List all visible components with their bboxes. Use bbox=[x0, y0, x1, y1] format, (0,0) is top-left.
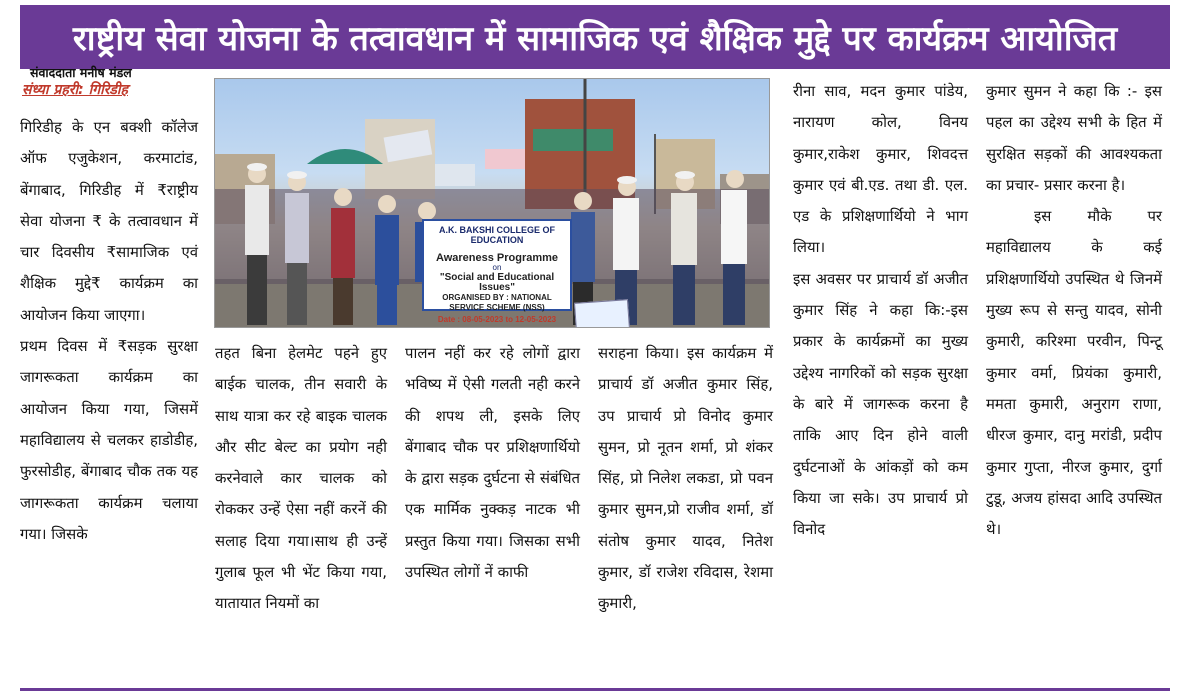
paragraph: कुमार सुमन ने कहा कि :- इस पहल का उद्देश्य सभी के हित में सुरक्षित सड़कों की आवश्यकता का प्रचार- प्रसार करना है। bbox=[986, 82, 1162, 194]
banner-organiser: ORGANISED BY : NATIONAL SERVICE SCHEME (NSS) bbox=[442, 293, 552, 312]
byline: संवाददाता मनीष मंडल bbox=[30, 65, 132, 80]
column-3 bbox=[405, 338, 580, 588]
dateline: संध्या प्रहरी: गिरिडीह bbox=[22, 82, 128, 98]
banner-title: Awareness Programme bbox=[435, 252, 559, 264]
paragraph: रीना साव, मदन कुमार पांडेय, नारायण कोल, विनय कुमार,राकेश कुमार, शिवदत्त कुमार एवं बी.एड. तथा डी. एल. एड के प्रशिक्षणार्थियो ने भाग लिया। bbox=[793, 82, 968, 257]
awareness-banner bbox=[422, 219, 572, 324]
column-1 bbox=[20, 112, 198, 550]
column-6 bbox=[986, 76, 1162, 545]
paragraph: तहत बिना हेलमेट पहने हुए बाईक चालक, तीन सवारी के साथ यात्रा कर रहे बाइक चालक और सीट बेल्ट का प्रयोग नही करनेवाले कार चालक को रोककर उन्हें ऐसा नहीं करनें की सलाह दिया गया।साथ ही उन्हें गुलाब फूल भी भेंट किया गया, यातायात नियमों का bbox=[215, 344, 387, 613]
column-2 bbox=[215, 338, 387, 620]
banner-topic: "Social and Educational Issues" bbox=[439, 272, 555, 293]
paragraph: गिरिडीह के एन बक्शी कॉलेज ऑफ एजुकेशन, करमाटांड, बेंगाबाद, गिरिडीह में ₹राष्ट्रीय सेवा योजना ₹ के तत्वावधान में चार दिवसीय ₹सामाजिक एवं शैक्षिक मुद्दे₹ कार्यक्रम का आयोजन किया जाएगा। bbox=[20, 118, 198, 324]
banner-dates: Date : 08-05-2023 to 12-05-2023 bbox=[437, 315, 557, 324]
banner-on: on bbox=[492, 263, 502, 272]
paragraph: इस अवसर पर प्राचार्य डॉ अजीत कुमार सिंह ने कहा कि:-इस प्रकार के कार्यक्रमों का मुख्य उद्देश्य नागरिकों को सड़क सुरक्षा के बारे में जागरूक करना है ताकि आए दिन होने वाली दुर्घटनाओं के आंकड़ों को कम किया जा सके। उप प्राचार्य प्रो विनोद bbox=[793, 269, 968, 539]
column-5 bbox=[793, 76, 968, 545]
headline-text: राष्ट्रीय सेवा योजना के तत्वावधान में सामाजिक एवं शैक्षिक मुद्दे पर कार्यक्रम आयोजित bbox=[72, 19, 1118, 59]
paragraph: पालन नहीं कर रहे लोगों द्वारा भविष्य में ऐसी गलती नही करने की शपथ ली, इसके लिए बेंगाबाद चौक पर प्रशिक्षणार्थियो के द्वारा सड़क दुर्घटना से संबंधित एक मार्मिक नुक्कड़ नाटक भी प्रस्तुत किया गया। जिसका सभी उपस्थित लोगों नें काफी bbox=[405, 344, 580, 582]
column-4 bbox=[598, 338, 773, 620]
banner-college: A.K. BAKSHI COLLEGE OF EDUCATION bbox=[438, 225, 555, 245]
paragraph: सराहना किया। इस कार्यक्रम में प्राचार्य डॉ अजीत कुमार सिंह, उप प्राचार्य प्रो विनोद कुमार सुमन, प्रो नूतन शर्मा, प्रो शंकर सिंह, प्रो निलेश लकडा, प्रो पवन कुमार सुमन,प्रो राजीव शर्मा, डॉ संतोष कुमार यादव, नितेश कुमार, डॉ राजेश रविदास, रेशमा कुमारी, bbox=[598, 344, 773, 613]
news-photo bbox=[214, 78, 770, 328]
placard bbox=[574, 299, 630, 328]
paragraph: इस मौके पर महाविद्यालय के कई प्रशिक्षणार्थियो उपस्थित थे जिनमें मुख्य रूप से सन्तु यादव, सोनी कुमारी, करिश्मा परवीन, पिन्टू कुमार वर्मा, प्रियंका कुमारी, ममता कुमारी, अनुराग राणा, धीरज कुमार, दानु मरांडी, प्रदीप कुमार गुप्ता, नीरज कुमार, दुर्गा टुडू, अजय हांसदा आदि उपस्थित थे। bbox=[986, 207, 1162, 539]
paragraph: प्रथम दिवस में ₹सड़क सुरक्षा जागरूकता कार्यक्रम का आयोजन किया गया, जिसमें महाविद्यालय से चलकर हाडोडीह, फुरसोडीह, बेंगाबाद चौक तक यह जागरूकता कार्यक्रम चलाया गया। जिसके bbox=[20, 337, 198, 543]
headline-bar bbox=[20, 5, 1170, 69]
